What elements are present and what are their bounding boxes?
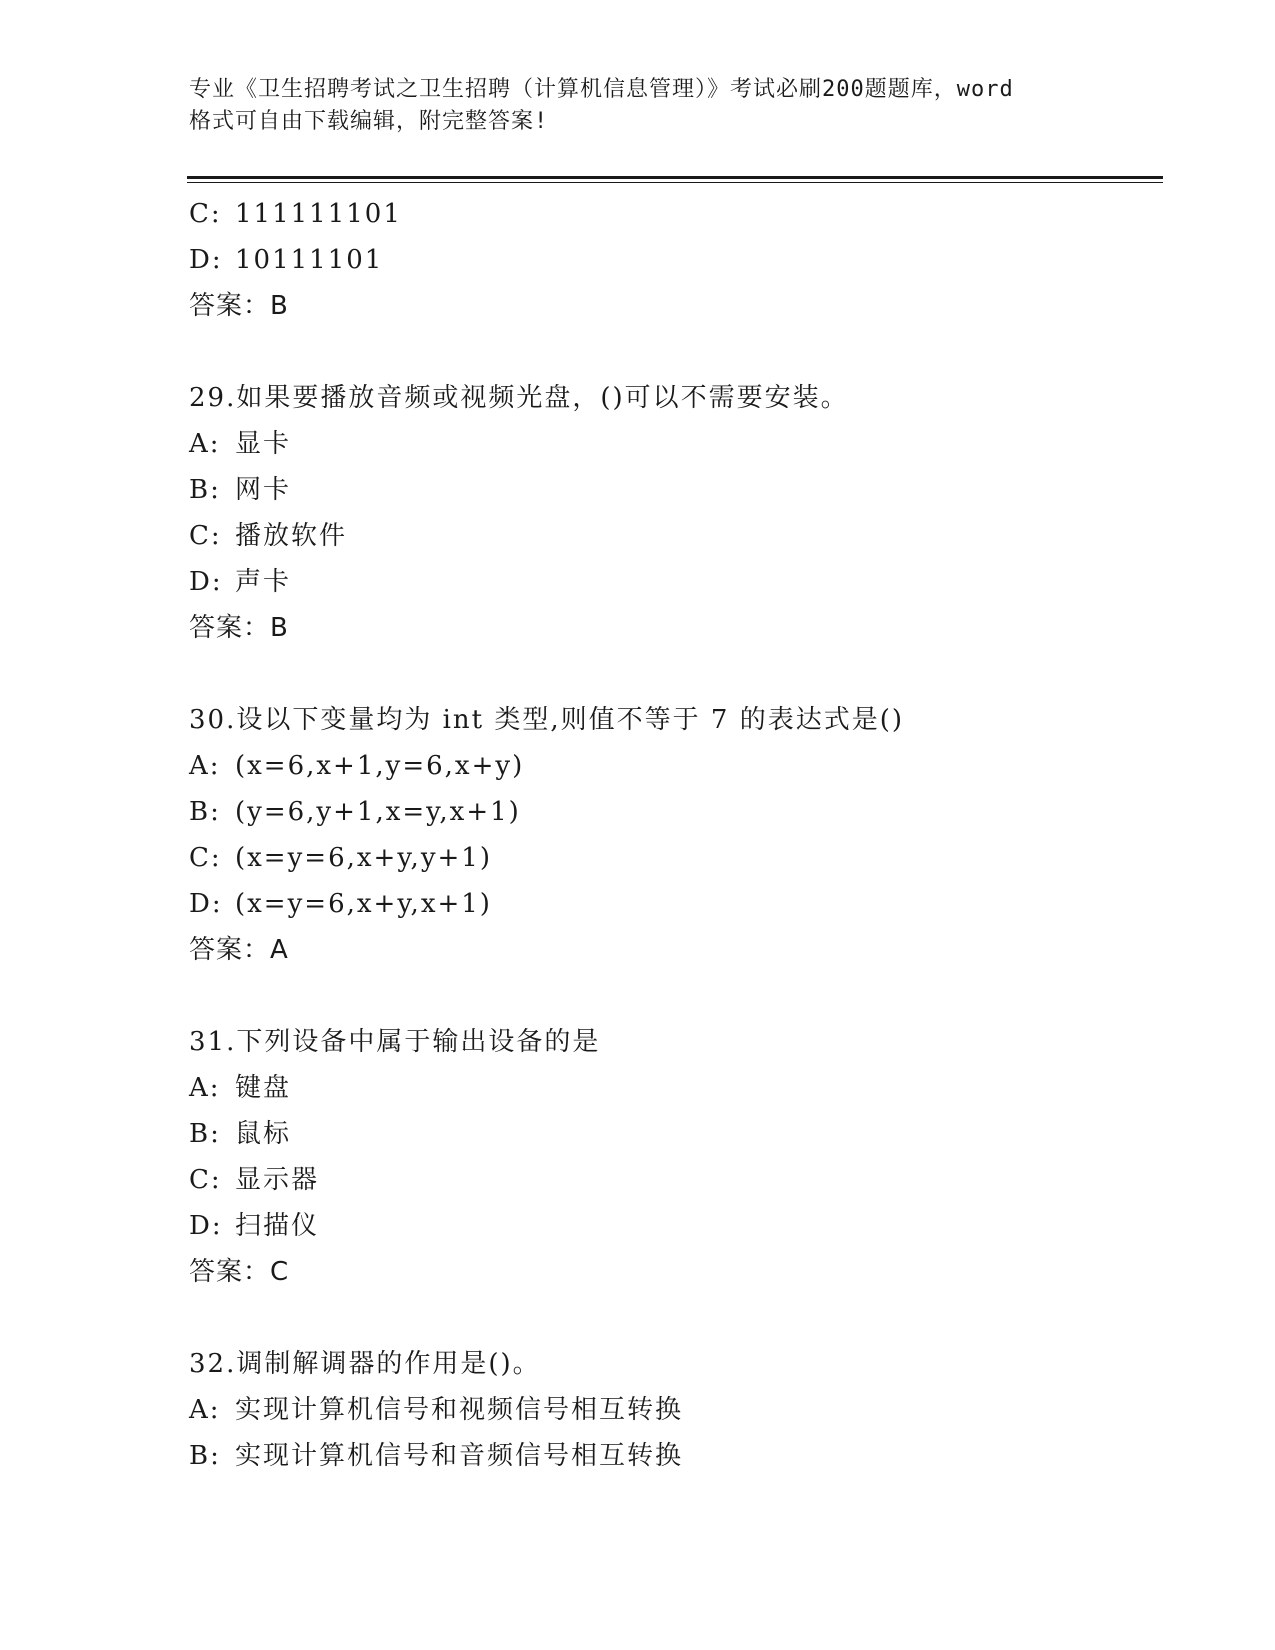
option-text: 实现计算机信号和音频信号相互转换 — [235, 1441, 684, 1471]
option-text: 显卡 — [235, 429, 292, 459]
option-c — [189, 1157, 1149, 1203]
option-text: (x=6,x+1,y=6,x+y) — [235, 751, 525, 781]
document-header — [189, 74, 1089, 138]
option-label: B: — [189, 1441, 221, 1471]
option-d — [189, 881, 1149, 927]
question-stem: 31.下列设备中属于输出设备的是 — [189, 1027, 601, 1057]
option-text: 实现计算机信号和视频信号相互转换 — [235, 1395, 684, 1425]
option-label: B: — [189, 1119, 221, 1149]
option-text: 显示器 — [235, 1165, 320, 1195]
option-label: D: — [189, 245, 223, 275]
prev-question-block — [189, 191, 1149, 329]
option-a — [189, 421, 1149, 467]
question-31 — [189, 1019, 1149, 1295]
option-b — [189, 467, 1149, 513]
option-c — [189, 191, 1149, 237]
spacer — [189, 973, 1149, 1019]
option-text: 鼠标 — [235, 1119, 292, 1149]
option-a — [189, 1065, 1149, 1111]
option-text: 扫描仪 — [235, 1211, 320, 1241]
option-a — [189, 1387, 1149, 1433]
question-stem: 29.如果要播放音频或视频光盘，()可以不需要安装。 — [189, 383, 849, 413]
option-d — [189, 237, 1149, 283]
question-stem: 32.调制解调器的作用是()。 — [189, 1349, 541, 1379]
option-text: 网卡 — [235, 475, 292, 505]
spacer — [189, 1295, 1149, 1341]
option-text: 声卡 — [235, 567, 292, 597]
header-line-2: 格式可自由下载编辑，附完整答案! — [189, 109, 549, 134]
option-text: 111111101 — [235, 199, 402, 229]
option-label: A: — [189, 1073, 221, 1103]
option-text: (x=y=6,x+y,y+1) — [235, 843, 492, 873]
option-text: (x=y=6,x+y,x+1) — [235, 889, 492, 919]
option-label: C: — [189, 1165, 222, 1195]
answer-line: 答案：A — [189, 935, 289, 965]
question-30 — [189, 697, 1149, 973]
option-b — [189, 1433, 1149, 1479]
option-a — [189, 743, 1149, 789]
option-label: A: — [189, 1395, 221, 1425]
spacer — [189, 329, 1149, 375]
answer-line: 答案：B — [189, 613, 289, 643]
answer-line: 答案：B — [189, 291, 289, 321]
option-b — [189, 789, 1149, 835]
option-text: (y=6,y+1,x=y,x+1) — [235, 797, 521, 827]
option-label: D: — [189, 1211, 223, 1241]
option-label: D: — [189, 889, 223, 919]
question-29 — [189, 375, 1149, 651]
header-divider-thin — [187, 182, 1163, 183]
option-d — [189, 559, 1149, 605]
option-label: C: — [189, 843, 222, 873]
option-label: C: — [189, 521, 222, 551]
option-text: 键盘 — [235, 1073, 292, 1103]
spacer — [189, 651, 1149, 697]
option-label: B: — [189, 797, 221, 827]
option-label: A: — [189, 751, 221, 781]
option-label: B: — [189, 475, 221, 505]
option-c — [189, 513, 1149, 559]
option-text: 播放软件 — [235, 521, 348, 551]
option-label: A: — [189, 429, 221, 459]
option-b — [189, 1111, 1149, 1157]
answer-line: 答案：C — [189, 1257, 290, 1287]
option-c — [189, 835, 1149, 881]
option-text: 10111101 — [235, 245, 384, 275]
header-line-1: 专业《卫生招聘考试之卫生招聘（计算机信息管理）》考试必刷200题题库，word — [189, 77, 1014, 102]
question-32 — [189, 1341, 1149, 1479]
option-label: D: — [189, 567, 223, 597]
header-divider-thick — [187, 176, 1163, 179]
option-d — [189, 1203, 1149, 1249]
question-stem: 30.设以下变量均为 int 类型,则值不等于 7 的表达式是() — [189, 705, 905, 735]
option-label: C: — [189, 199, 222, 229]
question-list — [189, 191, 1149, 1479]
